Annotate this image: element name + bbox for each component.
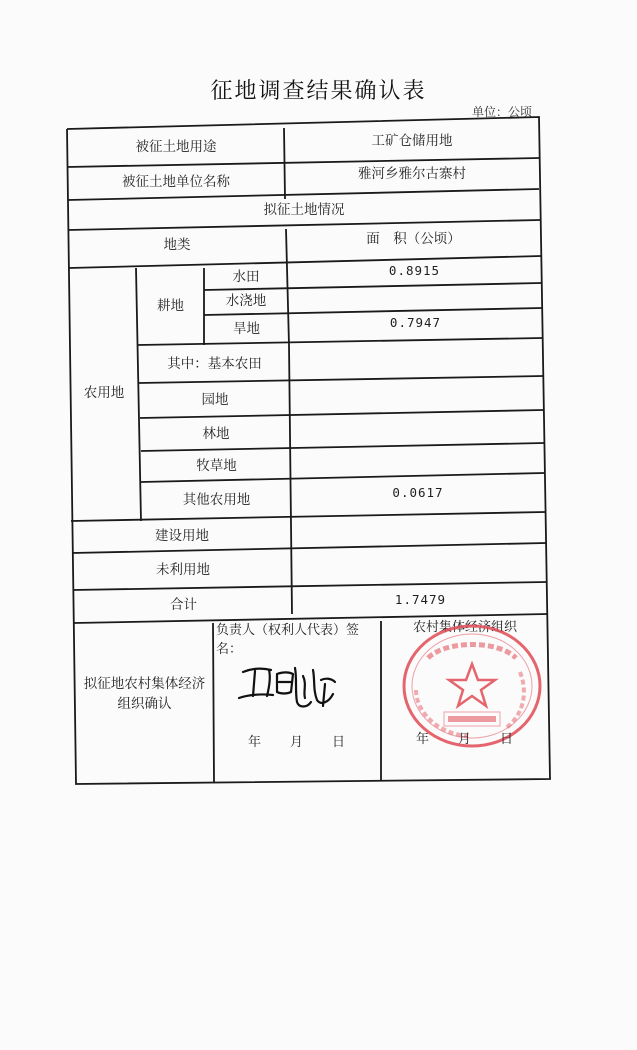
irrigated-value xyxy=(288,284,541,308)
garden-label: 园地 xyxy=(201,392,229,409)
confirm-label: 拟征地农村集体经济组织确认 xyxy=(83,676,206,712)
garden-value xyxy=(291,377,543,410)
owner-label: 被征土地单位名称 xyxy=(122,174,230,191)
irrigated-label: 水浇地 xyxy=(225,293,267,310)
collective-date: 年 月 日 xyxy=(415,731,514,747)
pasture-label: 牧草地 xyxy=(196,457,237,474)
purpose-value: 工矿仓储用地 xyxy=(371,133,453,150)
forest-value xyxy=(291,411,543,442)
pasture-value xyxy=(292,444,544,473)
purpose-label: 被征土地用途 xyxy=(135,139,217,156)
cultivated-label: 耕地 xyxy=(157,297,184,314)
handwritten-signature xyxy=(233,658,343,716)
page-title: 征地调查结果确认表 xyxy=(210,79,427,104)
forest-label: 林地 xyxy=(202,425,230,442)
header-area: 面 积（公顷） xyxy=(366,231,461,248)
unused-value xyxy=(293,545,547,581)
total-label: 合计 xyxy=(170,597,197,614)
paddy-label: 水田 xyxy=(232,268,260,285)
basic-farmland-value xyxy=(290,339,542,375)
paddy-value: 0.8915 xyxy=(388,263,441,279)
other-agri-label: 其他农用地 xyxy=(182,492,251,509)
agri-label: 农用地 xyxy=(83,385,125,402)
owner-value: 雅河乡雅尔古寨村 xyxy=(358,166,466,183)
basic-farmland-label: 其中：基本农田 xyxy=(167,356,262,373)
construction-label: 建设用地 xyxy=(155,527,209,544)
responsible-signature-label: 负责人（权利人代表）签名： xyxy=(216,623,360,657)
dry-label: 旱地 xyxy=(233,321,260,338)
responsible-date: 年 月 日 xyxy=(247,734,346,750)
section-heading: 拟征土地情况 xyxy=(263,202,345,219)
unused-label: 未利用地 xyxy=(156,562,210,579)
dry-value: 0.7947 xyxy=(389,314,442,330)
stamp-star-icon xyxy=(449,664,495,706)
other-agri-value: 0.0617 xyxy=(392,484,444,500)
unit-label: 单位：公顷 xyxy=(472,105,533,119)
construction-value xyxy=(292,513,545,543)
header-type: 地类 xyxy=(163,237,191,254)
total-value: 1.7479 xyxy=(394,591,447,607)
collective-org-label: 农村集体经济组织 xyxy=(412,620,517,635)
